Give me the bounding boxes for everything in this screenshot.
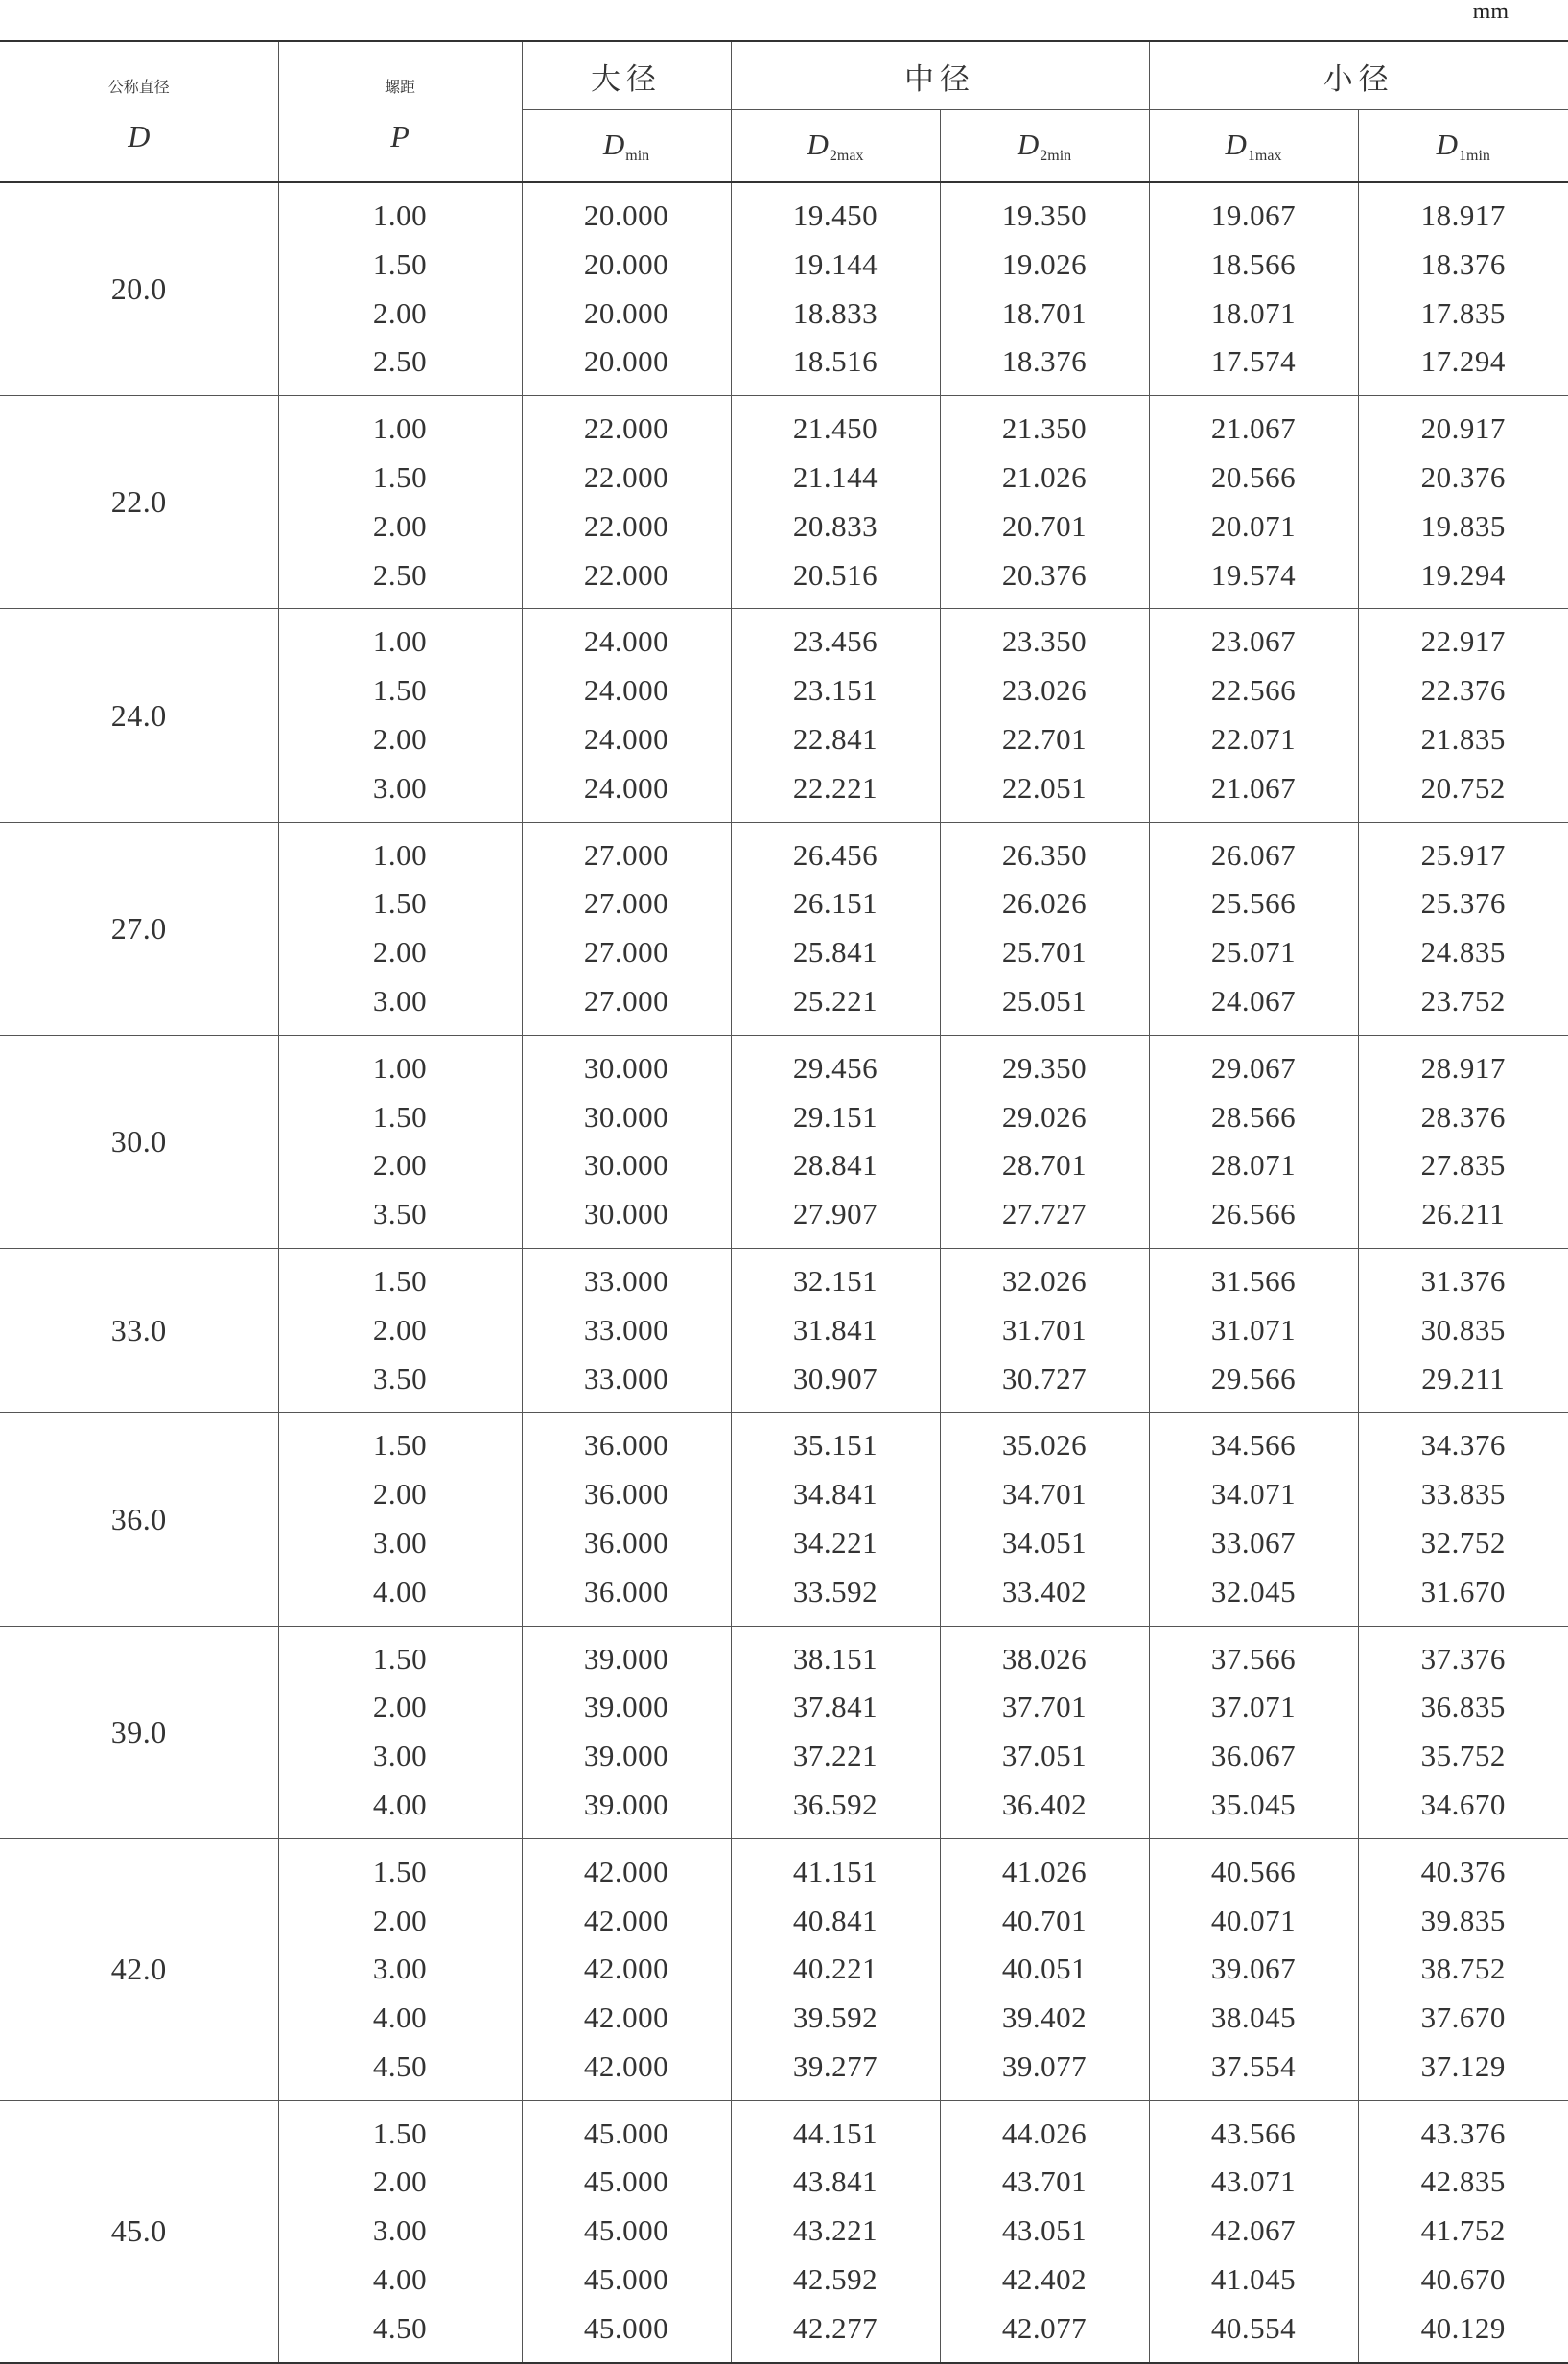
table-cell: 42.592 <box>731 2256 940 2305</box>
table-cell: 20.000 <box>522 182 731 241</box>
table-cell: 38.752 <box>1358 1945 1568 1994</box>
table-cell: 2.00 <box>278 1141 522 1190</box>
table-cell: 43.221 <box>731 2207 940 2256</box>
table-cell: 25.221 <box>731 977 940 1035</box>
table-cell: 25.701 <box>940 928 1149 977</box>
table-cell: 19.067 <box>1149 182 1358 241</box>
table-cell: 32.045 <box>1149 1568 1358 1626</box>
table-cell: 34.071 <box>1149 1470 1358 1519</box>
table-cell: 22.000 <box>522 454 731 503</box>
table-cell: 21.350 <box>940 396 1149 454</box>
table-cell: 3.00 <box>278 977 522 1035</box>
table-body <box>0 182 1568 2363</box>
table-cell: 44.026 <box>940 2100 1149 2158</box>
table-cell: 43.841 <box>731 2158 940 2207</box>
table-cell: 1.00 <box>278 609 522 667</box>
table-cell: 35.151 <box>731 1413 940 1470</box>
table-cell: 21.144 <box>731 454 940 503</box>
table-cell: 22.051 <box>940 764 1149 822</box>
table-cell: 24.835 <box>1358 928 1568 977</box>
table-cell: 28.071 <box>1149 1141 1358 1190</box>
header-pitch-label: 螺距 <box>384 79 415 96</box>
table-cell: 30.727 <box>940 1355 1149 1413</box>
table-cell: 1.50 <box>278 1838 522 1896</box>
table-cell: 4.00 <box>278 1568 522 1626</box>
table-cell: 39.077 <box>940 2043 1149 2100</box>
table-cell: 27.835 <box>1358 1141 1568 1190</box>
table-cell: 21.026 <box>940 454 1149 503</box>
table-cell: 27.000 <box>522 879 731 928</box>
table-cell: 33.402 <box>940 1568 1149 1626</box>
table-cell: 32.026 <box>940 1248 1149 1305</box>
table-cell: 45.000 <box>522 2158 731 2207</box>
table-cell: 20.000 <box>522 290 731 339</box>
table-cell: 3.50 <box>278 1355 522 1413</box>
table-cell: 36.592 <box>731 1781 940 1838</box>
table-cell: 40.566 <box>1149 1838 1358 1896</box>
table-cell: 3.00 <box>278 1945 522 1994</box>
table-cell: 36.000 <box>522 1568 731 1626</box>
table-cell: 31.071 <box>1149 1306 1358 1355</box>
table-cell: 29.456 <box>731 1035 940 1092</box>
table-cell: 43.701 <box>940 2158 1149 2207</box>
table-cell: 19.350 <box>940 182 1149 241</box>
table-cell: 18.071 <box>1149 290 1358 339</box>
table-cell: 23.026 <box>940 667 1149 715</box>
table-row <box>0 1626 1568 1683</box>
table-cell: 22.841 <box>731 715 940 764</box>
table-cell: 35.752 <box>1358 1732 1568 1781</box>
header-d1min: $D_{1min}$ <box>1358 110 1568 183</box>
table-cell: 4.00 <box>278 1994 522 2043</box>
table-cell: 23.067 <box>1149 609 1358 667</box>
table-cell: 2.00 <box>278 2158 522 2207</box>
table-cell: 33.067 <box>1149 1519 1358 1568</box>
table-cell: 20.752 <box>1358 764 1568 822</box>
table-cell: 1.50 <box>278 2100 522 2158</box>
table-cell: 25.841 <box>731 928 940 977</box>
table-cell: 31.566 <box>1149 1248 1358 1305</box>
header-dmin: $D_{min}$ <box>522 110 731 183</box>
header-major-diameter: 大径 <box>522 41 731 110</box>
table-cell: 42.067 <box>1149 2207 1358 2256</box>
nominal-diameter-cell: 45.0 <box>0 2100 278 2362</box>
table-cell: 1.50 <box>278 1626 522 1683</box>
table-cell: 18.701 <box>940 290 1149 339</box>
table-cell: 28.917 <box>1358 1035 1568 1092</box>
table-row <box>0 1838 1568 1896</box>
table-cell: 36.000 <box>522 1470 731 1519</box>
table-cell: 3.00 <box>278 764 522 822</box>
table-cell: 22.071 <box>1149 715 1358 764</box>
table-cell: 45.000 <box>522 2256 731 2305</box>
table-header <box>0 41 1568 182</box>
table-cell: 32.151 <box>731 1248 940 1305</box>
table-row <box>0 1035 1568 1092</box>
table-cell: 23.151 <box>731 667 940 715</box>
table-cell: 40.554 <box>1149 2305 1358 2363</box>
header-d2min: $D_{2min}$ <box>940 110 1149 183</box>
table-cell: 19.294 <box>1358 551 1568 609</box>
table-cell: 20.000 <box>522 241 731 290</box>
table-cell: 39.067 <box>1149 1945 1358 1994</box>
table-cell: 42.000 <box>522 1994 731 2043</box>
nominal-diameter-cell: 30.0 <box>0 1035 278 1248</box>
table-cell: 43.071 <box>1149 2158 1358 2207</box>
table-cell: 18.516 <box>731 338 940 395</box>
table-cell: 2.00 <box>278 1306 522 1355</box>
table-cell: 26.211 <box>1358 1190 1568 1248</box>
unit-label: mm <box>1472 0 1509 24</box>
table-cell: 18.833 <box>731 290 940 339</box>
table-cell: 42.077 <box>940 2305 1149 2363</box>
table-cell: 26.566 <box>1149 1190 1358 1248</box>
table-cell: 3.50 <box>278 1190 522 1248</box>
table-cell: 22.221 <box>731 764 940 822</box>
table-cell: 27.000 <box>522 822 731 879</box>
nominal-diameter-cell: 39.0 <box>0 1626 278 1838</box>
table-cell: 37.841 <box>731 1683 940 1732</box>
table-cell: 35.026 <box>940 1413 1149 1470</box>
table-cell: 38.045 <box>1149 1994 1358 2043</box>
table-cell: 1.50 <box>278 1248 522 1305</box>
table-cell: 30.000 <box>522 1141 731 1190</box>
table-cell: 34.670 <box>1358 1781 1568 1838</box>
table-cell: 29.151 <box>731 1093 940 1142</box>
table-cell: 22.701 <box>940 715 1149 764</box>
table-cell: 20.701 <box>940 503 1149 551</box>
table-row <box>0 1248 1568 1305</box>
table-cell: 40.701 <box>940 1897 1149 1946</box>
table-cell: 33.000 <box>522 1248 731 1305</box>
table-cell: 41.752 <box>1358 2207 1568 2256</box>
table-cell: 18.917 <box>1358 182 1568 241</box>
table-cell: 27.000 <box>522 928 731 977</box>
table-cell: 42.402 <box>940 2256 1149 2305</box>
table-cell: 22.000 <box>522 396 731 454</box>
table-cell: 39.592 <box>731 1994 940 2043</box>
table-cell: 41.045 <box>1149 2256 1358 2305</box>
table-cell: 36.000 <box>522 1519 731 1568</box>
table-cell: 40.129 <box>1358 2305 1568 2363</box>
table-cell: 1.50 <box>278 454 522 503</box>
table-cell: 24.000 <box>522 667 731 715</box>
table-cell: 19.574 <box>1149 551 1358 609</box>
table-cell: 30.000 <box>522 1190 731 1248</box>
table-cell: 42.835 <box>1358 2158 1568 2207</box>
table-cell: 37.129 <box>1358 2043 1568 2100</box>
table-cell: 1.00 <box>278 1035 522 1092</box>
table-cell: 26.026 <box>940 879 1149 928</box>
table-cell: 21.067 <box>1149 764 1358 822</box>
table-cell: 18.376 <box>940 338 1149 395</box>
table-cell: 34.051 <box>940 1519 1149 1568</box>
table-cell: 39.835 <box>1358 1897 1568 1946</box>
table-cell: 27.907 <box>731 1190 940 1248</box>
table-cell: 40.670 <box>1358 2256 1568 2305</box>
nominal-diameter-cell: 20.0 <box>0 182 278 396</box>
table-cell: 21.067 <box>1149 396 1358 454</box>
header-nominal-diameter-symbol: D <box>128 118 151 153</box>
table-cell: 39.000 <box>522 1781 731 1838</box>
table-cell: 29.026 <box>940 1093 1149 1142</box>
nominal-diameter-cell: 27.0 <box>0 822 278 1035</box>
table-cell: 33.000 <box>522 1306 731 1355</box>
table-cell: 3.00 <box>278 2207 522 2256</box>
table-cell: 26.067 <box>1149 822 1358 879</box>
table-cell: 20.376 <box>940 551 1149 609</box>
table-cell: 17.294 <box>1358 338 1568 395</box>
table-cell: 19.450 <box>731 182 940 241</box>
header-pitch-diameter: 中径 <box>731 41 1149 110</box>
table-cell: 19.835 <box>1358 503 1568 551</box>
table-cell: 25.917 <box>1358 822 1568 879</box>
table-cell: 22.566 <box>1149 667 1358 715</box>
table-cell: 37.670 <box>1358 1994 1568 2043</box>
table-cell: 40.841 <box>731 1897 940 1946</box>
table-cell: 35.045 <box>1149 1781 1358 1838</box>
table-cell: 29.067 <box>1149 1035 1358 1092</box>
table-cell: 2.00 <box>278 290 522 339</box>
table-cell: 37.051 <box>940 1732 1149 1781</box>
table-cell: 2.00 <box>278 1683 522 1732</box>
table-cell: 2.00 <box>278 715 522 764</box>
table-cell: 45.000 <box>522 2207 731 2256</box>
table-cell: 42.000 <box>522 2043 731 2100</box>
table-cell: 17.835 <box>1358 290 1568 339</box>
table-cell: 24.000 <box>522 609 731 667</box>
table-cell: 33.000 <box>522 1355 731 1413</box>
table-cell: 30.907 <box>731 1355 940 1413</box>
table-cell: 36.000 <box>522 1413 731 1470</box>
table-cell: 31.841 <box>731 1306 940 1355</box>
header-nominal-diameter <box>0 41 278 182</box>
table-cell: 20.071 <box>1149 503 1358 551</box>
table-cell: 20.566 <box>1149 454 1358 503</box>
table-cell: 4.00 <box>278 1781 522 1838</box>
table-cell: 39.000 <box>522 1683 731 1732</box>
table-cell: 33.592 <box>731 1568 940 1626</box>
table-cell: 20.516 <box>731 551 940 609</box>
table-cell: 30.835 <box>1358 1306 1568 1355</box>
table-cell: 25.071 <box>1149 928 1358 977</box>
table-cell: 20.917 <box>1358 396 1568 454</box>
nominal-diameter-cell: 33.0 <box>0 1248 278 1412</box>
table-cell: 3.00 <box>278 1732 522 1781</box>
table-cell: 18.376 <box>1358 241 1568 290</box>
table-row <box>0 2100 1568 2158</box>
table-cell: 43.051 <box>940 2207 1149 2256</box>
header-nominal-diameter-label: 公称直径 <box>107 79 170 96</box>
table-cell: 42.000 <box>522 1897 731 1946</box>
table-cell: 36.067 <box>1149 1732 1358 1781</box>
table-cell: 39.402 <box>940 1994 1149 2043</box>
table-cell: 36.402 <box>940 1781 1149 1838</box>
table-cell: 30.000 <box>522 1035 731 1092</box>
table-cell: 39.277 <box>731 2043 940 2100</box>
table-cell: 22.000 <box>522 551 731 609</box>
table-cell: 29.211 <box>1358 1355 1568 1413</box>
table-cell: 31.670 <box>1358 1568 1568 1626</box>
header-d1max: $D_{1max}$ <box>1149 110 1358 183</box>
table-cell: 17.574 <box>1149 338 1358 395</box>
table-cell: 24.067 <box>1149 977 1358 1035</box>
table-cell: 2.50 <box>278 551 522 609</box>
header-minor-diameter: 小径 <box>1149 41 1568 110</box>
table-cell: 37.376 <box>1358 1626 1568 1683</box>
table-cell: 26.151 <box>731 879 940 928</box>
table-cell: 34.701 <box>940 1470 1149 1519</box>
table-cell: 29.566 <box>1149 1355 1358 1413</box>
table-cell: 30.000 <box>522 1093 731 1142</box>
table-cell: 1.00 <box>278 182 522 241</box>
table-cell: 42.277 <box>731 2305 940 2363</box>
table-cell: 43.566 <box>1149 2100 1358 2158</box>
table-cell: 18.566 <box>1149 241 1358 290</box>
table-cell: 28.841 <box>731 1141 940 1190</box>
table-cell: 19.026 <box>940 241 1149 290</box>
table-cell: 43.376 <box>1358 2100 1568 2158</box>
table-cell: 21.450 <box>731 396 940 454</box>
table-cell: 40.071 <box>1149 1897 1358 1946</box>
header-pitch-symbol: P <box>390 118 410 153</box>
table-cell: 2.00 <box>278 1470 522 1519</box>
table-cell: 39.000 <box>522 1732 731 1781</box>
table-cell: 27.000 <box>522 977 731 1035</box>
table-cell: 1.50 <box>278 241 522 290</box>
table-cell: 29.350 <box>940 1035 1149 1092</box>
table-cell: 27.727 <box>940 1190 1149 1248</box>
table-cell: 4.00 <box>278 2256 522 2305</box>
table-cell: 42.000 <box>522 1945 731 1994</box>
table-row <box>0 1413 1568 1470</box>
table-cell: 2.50 <box>278 338 522 395</box>
table-cell: 26.350 <box>940 822 1149 879</box>
table-cell: 45.000 <box>522 2100 731 2158</box>
table-cell: 1.00 <box>278 396 522 454</box>
thread-dimension-table <box>0 40 1568 2364</box>
table-cell: 34.566 <box>1149 1413 1358 1470</box>
table-cell: 37.554 <box>1149 2043 1358 2100</box>
table-cell: 34.841 <box>731 1470 940 1519</box>
table-cell: 24.000 <box>522 764 731 822</box>
table-cell: 28.701 <box>940 1141 1149 1190</box>
table-cell: 3.00 <box>278 1519 522 1568</box>
table-cell: 31.376 <box>1358 1248 1568 1305</box>
table-cell: 22.917 <box>1358 609 1568 667</box>
table-cell: 1.50 <box>278 879 522 928</box>
table-cell: 23.752 <box>1358 977 1568 1035</box>
table-cell: 19.144 <box>731 241 940 290</box>
table-cell: 20.376 <box>1358 454 1568 503</box>
table-cell: 31.701 <box>940 1306 1149 1355</box>
table-cell: 40.376 <box>1358 1838 1568 1896</box>
table-cell: 34.221 <box>731 1519 940 1568</box>
table-cell: 40.221 <box>731 1945 940 1994</box>
table-cell: 22.376 <box>1358 667 1568 715</box>
table-cell: 37.566 <box>1149 1626 1358 1683</box>
table-cell: 37.701 <box>940 1683 1149 1732</box>
table-cell: 1.50 <box>278 667 522 715</box>
table-cell: 44.151 <box>731 2100 940 2158</box>
table-cell: 1.50 <box>278 1093 522 1142</box>
table-row <box>0 822 1568 879</box>
table-cell: 32.752 <box>1358 1519 1568 1568</box>
nominal-diameter-cell: 22.0 <box>0 396 278 609</box>
table-cell: 24.000 <box>522 715 731 764</box>
table-cell: 25.051 <box>940 977 1149 1035</box>
table-cell: 28.566 <box>1149 1093 1358 1142</box>
nominal-diameter-cell: 42.0 <box>0 1838 278 2100</box>
table-cell: 4.50 <box>278 2305 522 2363</box>
header-d2max: $D_{2max}$ <box>731 110 940 183</box>
table-cell: 41.151 <box>731 1838 940 1896</box>
table-cell: 33.835 <box>1358 1470 1568 1519</box>
table-cell: 36.835 <box>1358 1683 1568 1732</box>
table-row <box>0 609 1568 667</box>
table-cell: 2.00 <box>278 503 522 551</box>
table-cell: 26.456 <box>731 822 940 879</box>
table-cell: 23.350 <box>940 609 1149 667</box>
table-row <box>0 182 1568 241</box>
nominal-diameter-cell: 36.0 <box>0 1413 278 1626</box>
table-cell: 1.00 <box>278 822 522 879</box>
table-cell: 41.026 <box>940 1838 1149 1896</box>
table-cell: 20.833 <box>731 503 940 551</box>
table-cell: 38.151 <box>731 1626 940 1683</box>
table-cell: 25.566 <box>1149 879 1358 928</box>
table-cell: 39.000 <box>522 1626 731 1683</box>
table-cell: 34.376 <box>1358 1413 1568 1470</box>
table-cell: 21.835 <box>1358 715 1568 764</box>
table-cell: 4.50 <box>278 2043 522 2100</box>
nominal-diameter-cell: 24.0 <box>0 609 278 822</box>
table-cell: 45.000 <box>522 2305 731 2363</box>
table-cell: 37.221 <box>731 1732 940 1781</box>
table-row <box>0 396 1568 454</box>
table-cell: 23.456 <box>731 609 940 667</box>
table-cell: 2.00 <box>278 1897 522 1946</box>
table-cell: 42.000 <box>522 1838 731 1896</box>
table-cell: 20.000 <box>522 338 731 395</box>
table-cell: 38.026 <box>940 1626 1149 1683</box>
header-pitch <box>278 41 522 182</box>
table-cell: 2.00 <box>278 928 522 977</box>
table-cell: 1.50 <box>278 1413 522 1470</box>
table-cell: 40.051 <box>940 1945 1149 1994</box>
table-cell: 25.376 <box>1358 879 1568 928</box>
table-cell: 28.376 <box>1358 1093 1568 1142</box>
table-cell: 37.071 <box>1149 1683 1358 1732</box>
table-cell: 22.000 <box>522 503 731 551</box>
